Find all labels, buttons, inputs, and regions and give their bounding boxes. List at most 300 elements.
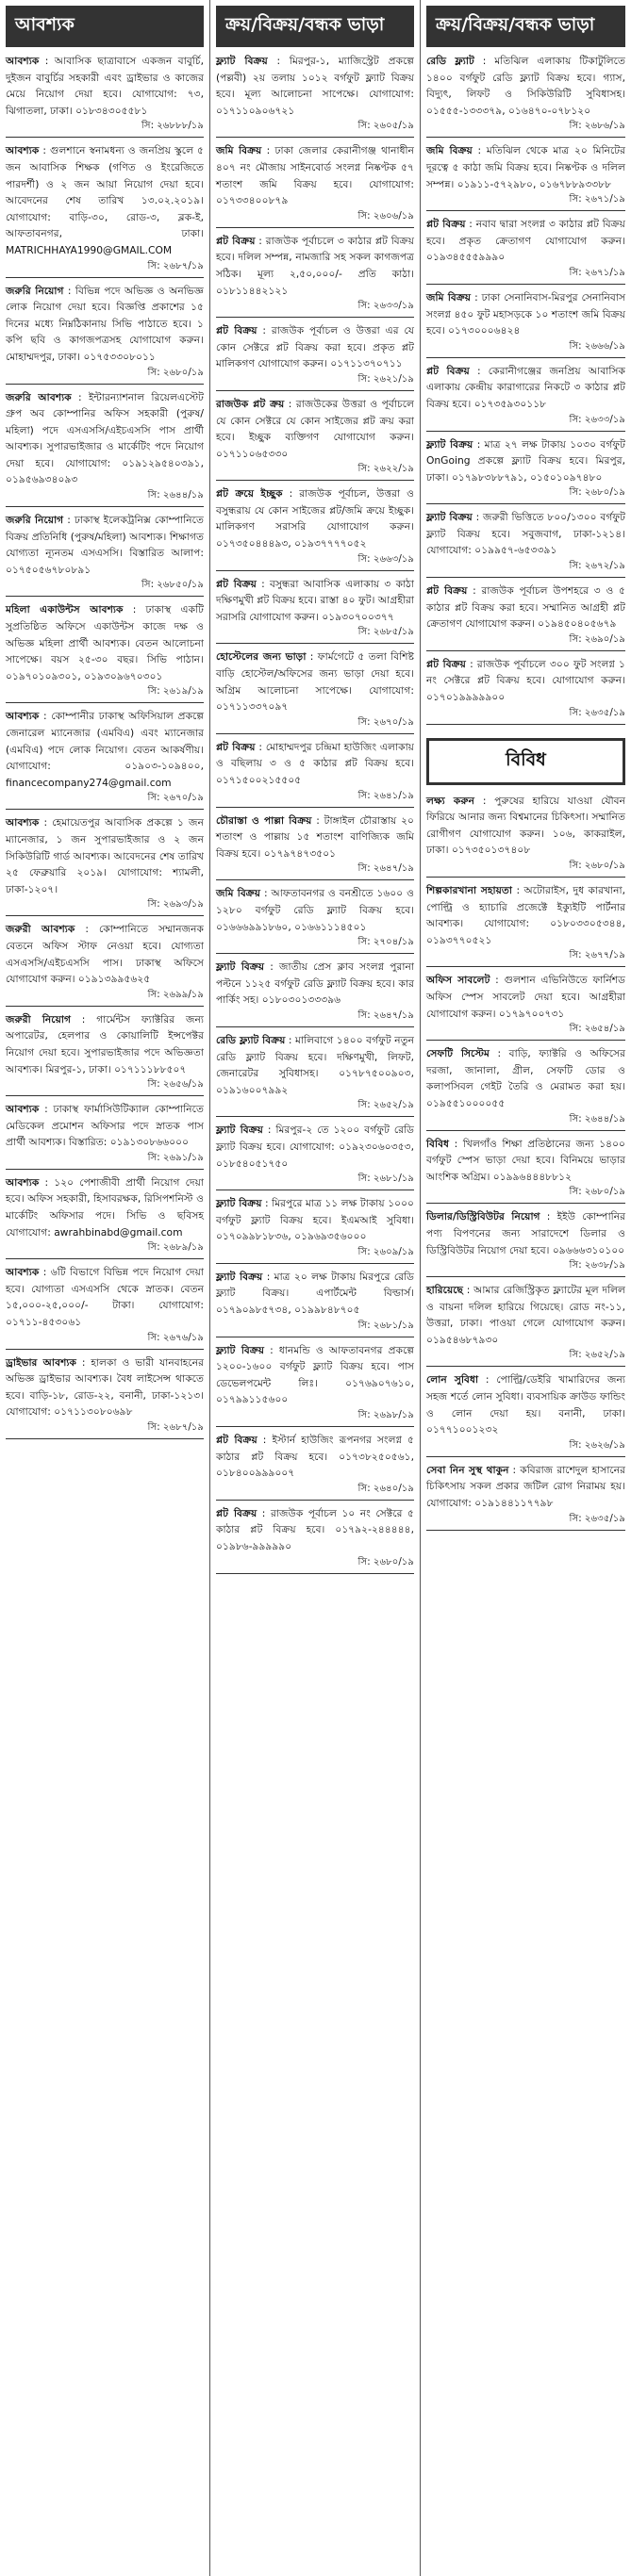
ad-body: মোহাম্মদপুর চন্দ্রিমা হাউজিং এলাকায় ও বছিলায় ৩ ও ৫ কাঠার প্লট বিক্রয় হবে। ০১৭১৫০০২১৫৫০৫ (216, 740, 414, 786)
ad-title-separator: : (285, 1033, 296, 1046)
ad-body: রাজউক পূর্বাচল ও উত্তরা এর যে কোন সেক্টরে প্লট বিক্রয় করা হবে। প্রকৃত প্লট মালিকগণ যোগাযোগ করুন। ০১৭১১৩৭০৭১১ (216, 324, 414, 370)
ad-body: মিরপুর-২ তে ১২০০ বর্গফুট রেডি ফ্ল্যাট বিক্রয় হবে। যোগাযোগ: ০১৯২৩০৬০৩৫৩, ০১৮৫৪০৫১৭৫০ (216, 1124, 414, 1170)
ad-text (426, 53, 625, 119)
classified-ad (426, 1462, 625, 1531)
ad-body: জাতীয় প্রেস ক্লাব সংলগ্ন পুরানা পল্টনে ১১২৫ বর্গফুট রেডি ফ্ল্যাট বিক্রয় হবে। কার পার্কিং সহ। ০১৮০৩০১৩৩৩৯৬ (216, 960, 414, 1007)
ad-title: ফ্ল্যাট বিক্রয় (426, 437, 473, 451)
ad-list (6, 53, 204, 1439)
ad-code: সি: ২৬২১/১৯ (216, 372, 414, 391)
ad-title-separator: : (257, 1506, 271, 1519)
classified-ad (426, 793, 625, 878)
ad-code: সি: ২৬৪০/১৯ (216, 1482, 414, 1501)
ad-title-separator: : (261, 144, 275, 157)
ad-title-separator: : (490, 974, 505, 987)
ad-title: প্লট বিক্রয় (216, 577, 257, 590)
classified-ad (6, 283, 204, 385)
ad-code: সি: ২৬৭০/১৯ (216, 715, 414, 734)
ad-code: সি: ২৬৩৫/১৯ (426, 706, 625, 725)
ad-body: জরুরী ভিত্তিতে ৮০০/১৩০০ বর্গফুট ফ্ল্যাট বিক্রয় হবে। সবুজবাগ, ঢাকা-১২১৪। যোগাযোগ: ০১৯৯৫৭-৬৫৩৩৯১ (426, 511, 625, 557)
ad-title: জরুরী আবশ্যক (6, 923, 75, 936)
classified-ad (216, 233, 414, 318)
classified-ad (216, 576, 414, 645)
classified-ad (216, 739, 414, 808)
ad-title-separator: : (469, 364, 489, 377)
ad-title-separator: : (123, 603, 146, 616)
ad-list (426, 53, 625, 725)
ad-text (426, 142, 625, 192)
ad-text (6, 601, 204, 684)
ad-code: সি: ২৬৯৮/১৯ (216, 1408, 414, 1427)
ad-body: পোল্ট্রি/ডেইরি খামারিদের জন্য সহজ শর্তে লোন সুবিধা। ব্যবসায়িক ক্রাউড ফান্ডিং ও লোন দেয়া হয়। বনানী, ঢাকা। ০১৭৭১০০১২৩২ (426, 1373, 625, 1436)
classified-ad (426, 1282, 625, 1367)
ad-title-separator: : (256, 577, 271, 590)
ad-body: মতিঝিল এলাকায় টিকাটুলিতে ১৪০০ বর্গফুট রেডি ফ্ল্যাট বিক্রয় হবে। গ্যাস, বিদ্যুৎ, লিফট ও সিকিউরিটি সুবিধাসহ। ০১৫৫৫-১৩৩৩৭৯, ০১৬৪৭০-০৭৮১২০ (426, 55, 625, 117)
ad-title-separator: : (465, 218, 476, 231)
ad-text (426, 289, 625, 339)
ad-title-separator: : (75, 1355, 91, 1369)
ad-title-separator: : (512, 884, 524, 896)
ad-body: রাজউক পূর্বাচল ১০ নং সেক্টরে ৫ কাঠার প্লট বিক্রয় হবে। ০১৭৯২-২৪৪৪৪৪, ০১৯৮৬-৯৯৯৯৯০ (216, 1506, 414, 1552)
ad-body: পুরুষের হারিয়ে যাওয়া যৌবন ফিরিয়ে আনার জন্য বিশ্বমানের চিকিৎসা। সম্মানিত রোগীগণ যোগাযোগ করুন। ১০৬, কাকরাইল, ঢাকা। ০১৭৩৫০১৩৭৪০৮ (426, 794, 625, 857)
ad-title-separator: : (262, 1270, 274, 1283)
ad-code: সি: ২৬৪১/১৯ (216, 789, 414, 808)
ad-title: আবশ্যক (6, 710, 40, 723)
ad-title: বিবিধ (426, 1137, 450, 1150)
classified-ad (6, 1011, 204, 1096)
ad-body: ধানমন্ডি ও আফতাবনগর প্রকল্পে ১২০০-১৬০০ বর্গফুট ফ্ল্যাট বিক্রয় হবে। পাস ডেভেলপমেন্ট লিঃ। ০১৭৬৯০৭৬১০, ০১৭৯৯১১৫৬০০ (216, 1343, 414, 1406)
ad-title: ডিলার/ডিস্ট্রিবিউটর নিয়োগ (426, 1210, 540, 1223)
classified-ad (6, 921, 204, 1006)
ad-body: ১২০ পেশাজীবী প্রার্থী নিয়োগ দেয়া হবে। অফিস সহকারী, হিসাবরক্ষক, রিসিপশনিস্ট ও মার্কেটিং অফিসার পদে। সিভি ও ছবিসহ যোগাযোগ: awrahbinabd@gmail.com (6, 1175, 204, 1239)
ad-title-separator: : (472, 511, 484, 524)
ad-title-separator: : (311, 813, 324, 827)
ad-title-separator: : (540, 1210, 557, 1223)
ad-body: অটোরাইস, দুধ কারখানা, পোল্ট্রি ও হ্যাচারি প্রজেক্টে ইক্যুইটি পার্টনার আবশ্যক। যোগাযোগ: ০১৮০৩৩০৫৩৪৪, ০১৯৩৭৭০৫২১ (426, 884, 625, 946)
ad-body: কেরানীগঞ্জের জনপ্রিয় আবাসিক এলাকায় কেন্দ্রীয় কারাগারের নিকটে ৩ কাঠার প্লট বিক্রয় হবে। ০১৭৩৫৯৩০১১৮ (426, 364, 625, 410)
ad-text (426, 582, 625, 632)
ad-body: রাজউক পূর্বাচলে ৩ কাঠার প্লট বিক্রয় হবে। দলিল সম্পন্ন, নামজারি সহ সকল কাগজপত্র সঠিক। মূল্য ২,৫০,০০০/- প্রতি কাঠা। ০১৮১১৪৪২১২১ (216, 234, 414, 297)
ad-title: জমি বিক্রয় (216, 887, 261, 900)
classified-ad (6, 142, 204, 277)
ad-text (216, 322, 414, 372)
ad-text (216, 885, 414, 935)
ad-title-separator: : (75, 923, 99, 936)
ad-text (216, 485, 414, 551)
classified-ad (216, 396, 414, 481)
ad-text (426, 509, 625, 559)
ad-code: সি: ২৬২৬/১৯ (426, 1438, 625, 1457)
ad-title-separator: : (264, 1343, 279, 1356)
ad-body: মিরপুরে মাত্র ১১ লক্ষ টাকায় ১০০০ বর্গফুট ফ্ল্যাট বিক্রয় হবে। ইএমআই সুবিধা। ০১৭০৯৯৮১৮৩৬, ০১৯৬৯৩৫৬০০০ (216, 1197, 414, 1243)
ad-text (6, 1354, 204, 1420)
ad-code: সি: ২৬৮৯/১৯ (6, 1240, 204, 1259)
ad-title: জমি বিক্রয় (426, 290, 472, 304)
ad-body: ৬টি বিভাগে বিভিন্ন পদে নিয়োগ দেয়া হবে। যোগ্যতা এসএসসি থেকে স্নাতক। বেতন ১৫,০০০-২৫,০০০/- টাকা। যোগাযোগ: ০১৭১১-৪৫৩০৬১ (6, 1266, 205, 1329)
ad-title: জমি বিক্রয় (216, 144, 262, 157)
ad-text (6, 708, 204, 791)
ad-code: সি: ২৬১৯/১৯ (6, 684, 204, 703)
ad-body: ফার্মগেটে ৫ তলা বিশিষ্ট বাড়ি হোস্টেল/অফিসের জন্য ভাড়া দেয়া হবে। অগ্রিম আলোচনা সাপেক্ষে। যোগাযোগ: ০১৭১১৩৩৭০৯৭ (216, 650, 414, 714)
section-heading-property: ক্রয়/বিক্রয়/বন্ধক ভাড়া (426, 6, 625, 47)
ad-code: সি: ২৬৭৭/১৯ (426, 948, 625, 967)
ad-code: সি: ২৬৫৪/১৯ (426, 1022, 625, 1041)
classified-ad (6, 53, 204, 138)
classified-ad (6, 512, 204, 597)
classified-ad (216, 885, 414, 954)
classified-ad (6, 1264, 204, 1349)
ad-title-separator: : (257, 324, 272, 337)
ad-text (216, 1032, 414, 1098)
classified-ad (426, 216, 625, 285)
ad-title-separator: : (471, 290, 482, 304)
classified-ad (426, 882, 625, 967)
ad-text (216, 142, 414, 208)
classified-ad (216, 1505, 414, 1574)
ad-title: প্লট বিক্রয় (216, 324, 257, 337)
ad-code: সি: ২৬৮১/১৯ (216, 1172, 414, 1190)
classified-ad (216, 1342, 414, 1427)
ad-title: হোস্টেলের জন্য ভাড়া (216, 650, 307, 664)
ad-text (6, 1101, 204, 1151)
ad-title: প্লট বিক্রয় (426, 657, 466, 670)
ad-title: জরুরী নিয়োগ (6, 1012, 71, 1025)
ad-title-separator: : (255, 740, 266, 753)
ad-code: সি: ২৬৮৭/১৯ (6, 1420, 204, 1439)
ad-title-separator: : (39, 1175, 55, 1189)
ad-title: ফ্ল্যাট বিক্রয় (216, 1124, 263, 1137)
ad-title: রাজউক প্লট ক্রয় (216, 397, 285, 410)
ad-code: সি: ২৬৮০/১৯ (426, 1185, 625, 1204)
ad-body: ইন্টারন্যাশনাল রিয়েলএস্টেট গ্রুপ অব কোম্পানির অফিস সহকারী (পুরুষ/মহিলা) পদে এসএসসি/এইচএসসি পাস প্রার্থী আবশ্যক। সুপারভাইজার ও মার্কেটিং পদে নিয়োগ দেয়া হবে। যোগাযোগ: ০১৯১২৯৫৪০৩৯১, ০১৯৫৬৯৩৪০৯৩ (6, 390, 204, 486)
ad-code: সি: ২৬৬৬/১৯ (426, 339, 625, 358)
ad-code: সি: ২৬৭১/১৯ (426, 192, 625, 211)
ad-title: ফ্ল্যাট বিক্রয় (216, 960, 265, 974)
ad-code: সি: ২৬২২/১৯ (216, 462, 414, 481)
classified-ad (426, 582, 625, 651)
ad-text (426, 216, 625, 266)
ad-body: আবাসিক ছাত্রাবাসে একজন বাবুর্চি, দুইজন বাবুর্চির সহকারী এবং ড্রাইভার ও কাজের মেয়ে নিয়োগ দেয়া হবে। যোগাযোগ: ৭৩, ঝিগাতলা, ঢাকা। ০১৮৩৪৩০৫৫৮১ (6, 55, 204, 117)
ad-title: মহিলা একাউন্টস আবশ্যক (6, 603, 124, 616)
ad-title-separator: : (264, 960, 279, 974)
ad-text (426, 656, 625, 706)
ad-title-separator: : (473, 55, 495, 67)
ad-text (6, 1011, 204, 1077)
ad-text (426, 793, 625, 859)
ad-body: হালকা ও ভারী যানবাহনের অভিজ্ঞ ড্রাইভার আবশ্যক। বৈধ লাইসেন্স থাকতে হবে। বাড়ি-১৮, রোড-২২, বনানী, ঢাকা-১২১৩। যোগাযোগ: ০১৭১১৩০৮০৬৯৮ (6, 1355, 204, 1419)
ad-title-separator: : (463, 1284, 474, 1297)
ad-title: জমি বিক্রয় (426, 144, 473, 157)
ad-text (426, 1371, 625, 1437)
ad-body: মাত্র ২০ লক্ষ টাকায় মিরপুরে রেডি ফ্ল্যাট বিক্রয়। এপার্টমেন্ট বিল্ডার্স। ০১৭৯০৯৮৫৭৩৪, ০১৯৯৮৪৮৭০৫ (216, 1270, 415, 1317)
ad-code: সি: ২৬৮০/১৯ (426, 859, 625, 878)
ad-body: রাজউকের উত্তরা ও পূর্বাচলে যে কোন সেক্টরে যে কোন সাইজের প্লট ক্রয় করা হবে। ইচ্ছুক ব্যক্তিগণ যোগাযোগ করুন। ০১৭১১০৬৫৩৩০ (216, 397, 414, 460)
ad-body: টাঙ্গাইল চৌরাস্তায় ২০ শতাংশ ও পাল্লায় ১৫ শতাংশ বাণিজ্যিক জমি বিক্রয় হবে। ০১৭৯৭৪৭৩৫০১ (216, 813, 414, 860)
ad-code: সি: ২৬৬৩/১৯ (216, 552, 414, 571)
ad-title-separator: : (39, 55, 55, 67)
ad-code: সি: ২৬৮৬/১৯ (426, 119, 625, 138)
classified-ad (426, 436, 625, 505)
ad-code: সি: ২৬৪৪/১৯ (426, 1112, 625, 1131)
ad-code: সি: ২৬৮১/১৯ (216, 1319, 414, 1337)
ad-text (6, 283, 204, 366)
ad-text (216, 648, 414, 714)
ad-code: সি: ২৬৩৩/১৯ (426, 413, 625, 432)
ad-title: রেডি ফ্ল্যাট বিক্রয় (216, 1033, 286, 1046)
ad-title-separator: : (262, 1124, 276, 1137)
ad-title: জরুরি নিয়োগ (6, 514, 64, 527)
ad-text (216, 1122, 414, 1172)
classified-ad (426, 1208, 625, 1277)
classified-ad (426, 1136, 625, 1205)
column-wanted (0, 0, 210, 2576)
classified-ad (216, 1432, 414, 1501)
ad-code: সি: ২৬৯০/১৯ (426, 632, 625, 651)
ad-code: সি: ২৬৭২/১৯ (426, 559, 625, 578)
ad-title-separator: : (508, 1463, 521, 1476)
ad-code: সি: ২৬৪৭/১৯ (216, 1009, 414, 1027)
ad-title-separator: : (255, 234, 266, 247)
classified-ad (216, 959, 414, 1027)
ad-title: হারিয়েছে (426, 1284, 464, 1297)
ad-text (6, 1264, 204, 1330)
ad-code: সি: ২৬৪৭/১৯ (216, 861, 414, 880)
ad-text (216, 812, 414, 862)
classified-ad (6, 708, 204, 810)
ad-title: শিল্পকারখানা সহায়তা (426, 884, 513, 896)
ad-text (426, 1208, 625, 1258)
ad-title: প্লট বিক্রয় (426, 584, 468, 598)
ad-body: ঢাকাস্থ ইলেকট্রনিক্স কোম্পানিতে বিক্রয় প্রতিনিধি (পুরুষ/মহিলা) আবশ্যক। শিক্ষাগত যোগ্যতা ন্যূনতম এসএসসি। বিস্তারিত আলাপ: ০১৭৫০৫৬৭৮০৮৯১ (6, 514, 204, 576)
ad-title-separator: : (267, 55, 290, 67)
classified-ad (426, 656, 625, 725)
ad-body: আমার রেজিস্ট্রিকৃত ফ্ল্যাটের মূল দলিল ও বায়না দলিল হারিয়ে গিয়েছে। রোড নং-১১, উত্তরা, ঢাকা। পাওয়া গেলে যোগাযোগ করুন। ০১৯৫৪৬৮৭৯৩০ (426, 1284, 625, 1346)
ad-code: সি: ২৬৫২/১৯ (216, 1098, 414, 1117)
ad-code: সি: ২৬৩৩/১৯ (216, 299, 414, 318)
ad-code: সি: ২৬০৫/১৯ (216, 119, 414, 138)
ad-code: সি: ২৬০৯/১৯ (216, 1245, 414, 1264)
ad-code: সি: ২৬৮৫/১৯ (216, 625, 414, 644)
ad-code: সি: ২৬৫৬/১৯ (6, 1077, 204, 1096)
ad-title: আবশ্যক (6, 55, 40, 67)
ad-text (426, 1045, 625, 1111)
ad-body: বসুন্ধরা আবাসিক এলাকায় ৩ কাঠা দক্ষিণমুখী প্লট বিক্রয় হবে। রাস্তা ৪০ ফুট। আগ্রহীরা সরাসরি যোগাযোগ করুন। ০১৯৩০৭০০৩৭৭ (216, 577, 414, 623)
ad-title: সেফটি সিস্টেম (426, 1047, 490, 1060)
ad-body: গুলশানে স্বনামধন্য ও জনপ্রিয় স্কুলে ৫ জন আবাসিক শিক্ষক (গণিত ও ইংরেজিতে পারদর্শী) ও ২ জন আয়া নিয়োগ দেয়া হবে। আবেদনের শেষ তারিখ ১৩.০২.২০১৯। যোগাযোগ: বাড়ি-৩০, রোড-৩, ব্লক-ই, আফতাবনগর, ঢাকা। MATRICHHAYA1990@GMAIL.COM (6, 144, 204, 256)
ad-body: নবাব দ্বারা সংলগ্ন ৩ কাঠার প্লট বিক্রয় হবে। প্রকৃত ক্রেতাগণ যোগাযোগ করুন। ০১৯৩৪৫৫৫৯৯৯০ (426, 218, 625, 264)
classified-ad (216, 1122, 414, 1190)
ad-body: রাজউক পূর্বাচল উপশহরে ৩ ও ৫ কাঠার প্লট বিক্রয় করা হবে। সম্মানিত আগ্রহী প্লট ক্রেতাগণ যোগাযোগ করুন। ০১৯৪৫০৪০৫৬৭৯ (426, 584, 625, 631)
ad-code: সি: ২৬৪৪/১৯ (6, 488, 204, 507)
ad-body: রাজউক পূর্বাচল, উত্তরা ও বসুন্ধরায় যে কোন সাইজের প্লট/জমি ক্রয়ে ইচ্ছুক। মালিকগণ সরাসরি যোগাযোগ করুন। ০১৭৩৫০৪৪৪৯৩, ০১৯৩৭৭৭৭০৫২ (216, 487, 414, 550)
ad-title-separator: : (39, 816, 53, 829)
classified-ad (216, 1032, 414, 1117)
ad-title: প্লট বিক্রয় (216, 234, 256, 247)
ad-title: প্লট বিক্রয় (426, 364, 470, 377)
ad-text (216, 1269, 414, 1319)
ad-title-separator: : (284, 397, 296, 410)
ad-title-separator: : (473, 437, 485, 451)
ad-title-separator: : (39, 710, 52, 723)
ad-title-separator: : (70, 1012, 97, 1025)
ad-body: মতিঝিল থেকে মাত্র ২০ মিনিটের দূরত্বে ৫ কাঠা জমি বিক্রয় হবে। নিষ্কণ্টক ও দলিল সম্পন্ন। ০১৯১১-৫৭২৯৮০, ০১৬৭৮৮৯৩৩৮৮ (426, 144, 626, 190)
ad-text (426, 882, 625, 948)
ad-title: আবশ্যক (6, 1266, 40, 1279)
classified-ad (426, 142, 625, 211)
classified-ad (216, 322, 414, 391)
ad-title-separator: : (306, 650, 318, 664)
section-heading-property: ক্রয়/বিক্রয়/বন্ধক ভাড়া (216, 6, 414, 47)
ad-body: বাড়ি, ফ্যাক্টরি ও অফিসের দরজা, জানালা, গ্রীল, সেফটি ডোর ও কলাপসিবল গেইট তৈরি ও মেরামত করা হয়। ০১৯৫৫১০০০০৫৫ (426, 1047, 625, 1109)
ad-code: সি: ২৬৯৩/১৯ (6, 897, 204, 916)
ad-body: কোম্পানিতে সম্মানজনক বেতনে অফিস স্টাফ নেওয়া হবে। যোগ্যতা এসএসসি/এইচএসসি পাস। ঢাকাস্থ অফিসে যোগাযোগ করুন। ০১৯১৩৯৯৫৬২৫ (6, 923, 204, 986)
classified-ad (6, 1354, 204, 1439)
ad-text (216, 396, 414, 462)
classified-ad (216, 142, 414, 227)
ad-body: রাজউক পূর্বাচলে ৩০০ ফুট সংলগ্ন ১ নং সেক্টরে প্লট বিক্রয় হবে। যোগাযোগ করুন। ০১৭০১৯৯৯৯৯০০ (426, 657, 625, 704)
classified-ad (216, 812, 414, 881)
ad-text (216, 739, 414, 789)
column-property-middle (210, 0, 421, 2576)
ad-text (426, 1462, 625, 1512)
classified-ad (426, 1371, 625, 1456)
ad-title-separator: : (467, 584, 482, 598)
classified-ad (426, 363, 625, 432)
ad-title-separator: : (478, 1373, 497, 1386)
ad-text (426, 436, 625, 486)
classified-ad (426, 1045, 625, 1130)
ad-body: কবিরাজ রাশেদুল হাসানের চিকিৎসায় সকল প্রকার জটিল রোগ নিরাময় হয়। যোগাযোগ: ০১৯১৪৪১১৭৭৯৮ (426, 1463, 625, 1510)
ad-text (216, 1195, 414, 1245)
ad-code: সি: ২৬৭৬/১৯ (6, 1331, 204, 1350)
column-property-right (421, 0, 631, 2576)
ad-title: আবশ্যক (6, 816, 40, 829)
classified-ad (426, 53, 625, 138)
ad-title: লক্ষ্য করুন (426, 794, 474, 807)
ad-body: বিভিন্ন পদে অভিজ্ঞ ও অনভিজ্ঞ লোক নিয়োগ দেয়া হবে। বিজ্ঞপ্তি প্রকাশের ১৫ দিনের মধ্যে নিম্নঠিকানায় সিভি পাঠাতে হবে। ১ কপি ছবি ও কাগজপত্রসহ যোগাযোগ করুন। মোহাম্মদপুর, ঢাকা। ০১৭৫৩৩০৮০১১ (6, 284, 204, 363)
ad-title-separator: : (63, 284, 75, 297)
ad-title: চৌরাস্তা ও পাল্লা বিক্রয় (216, 813, 312, 827)
classified-ad (426, 509, 625, 578)
section-heading-wanted: আবশ্যক (6, 6, 204, 47)
ad-title-separator: : (257, 1434, 273, 1447)
ad-text (6, 142, 204, 258)
ad-code: সি: ২৬৫২/১৯ (426, 1348, 625, 1367)
ad-title: প্লট বিক্রয় (216, 740, 256, 753)
ad-title-separator: : (473, 794, 495, 807)
ad-title-separator: : (282, 487, 300, 500)
ad-title: ফ্ল্যাট বিক্রয় (426, 511, 473, 524)
ad-text (216, 1432, 414, 1482)
ad-title: লোন সুবিধা (426, 1373, 479, 1386)
classified-ad (216, 485, 414, 570)
ad-code: সি: ২৬৯৯/১৯ (6, 988, 204, 1007)
ad-body: ঢাকা জেলার কেরানীগঞ্জ থানাধীন ৪০৭ নং মৌজায় সাইনবোর্ড সংলগ্ন নিষ্কণ্টক ৫৭ শতাংশ জমি বিক্রয় হবে। যোগাযোগ: ০১৭৩৩৪০০৮৭৯ (216, 144, 414, 207)
classified-ad (426, 972, 625, 1041)
ad-title: ফ্ল্যাট বিক্রয় (216, 1270, 263, 1283)
ad-list (216, 53, 414, 1574)
ad-text (6, 814, 204, 897)
classified-ad (6, 1101, 204, 1170)
ad-title: জরুরি আবশ্যক (6, 390, 72, 403)
section-heading-misc: বিবিধ (426, 738, 625, 785)
ad-text (426, 1136, 625, 1186)
ad-title-separator: : (63, 514, 75, 527)
ad-title: প্লট বিক্রয় (216, 1434, 257, 1447)
classified-ad (216, 648, 414, 733)
ad-title-separator: : (449, 1137, 463, 1150)
ad-text (6, 389, 204, 489)
ad-title-separator: : (39, 1266, 51, 1279)
ad-title: প্লট বিক্রয় (426, 218, 466, 231)
ad-title-separator: : (261, 1197, 273, 1210)
classified-ad (6, 389, 204, 508)
ad-text (6, 512, 204, 578)
classified-ad (216, 1195, 414, 1264)
ad-text (426, 1282, 625, 1348)
classified-ad (216, 53, 414, 138)
ad-title-separator: : (39, 144, 50, 157)
ad-body: গার্মেন্টস ফ্যাক্টরির জন্য অপারেটর, হেলপার ও কোয়ালিটি ইন্সপেক্টর নিয়োগ দেয়া হবে। সুপারভাইজার পদে অভিজ্ঞতা আবশ্যক। মিরপুর-১, ঢাকা। ০১৭১১১৮৮৫০৭ (6, 1012, 204, 1075)
ad-title: ফ্ল্যাট বিক্রয় (216, 1197, 262, 1210)
ad-title: সেবা নিন সুস্থ থাকুন (426, 1463, 509, 1476)
ad-title-separator: : (465, 657, 477, 670)
ad-body: কোম্পানীর ঢাকাস্থ অফিসিয়াল প্রকল্পে জেনারেল ম্যানেজার (এমবিএ) এবং ম্যানেজার (এমবিএ) পদে লোক নিয়োগ। বেতন আকর্ষণীয়। যোগাযোগ: ০১৯০৩-১০৯৪০০, financecompany274@gmail.com (6, 710, 204, 789)
ad-text (216, 1505, 414, 1555)
ad-title: অফিস সাবলেট (426, 974, 490, 987)
ad-code: সি: ২৬৮০/১৯ (426, 485, 625, 504)
ad-body: গুলশান এভিনিউতে ফার্নিশড অফিস স্পেস সাবলেট দেয়া হবে। আগ্রহীরা যোগাযোগ করুন। ০১৭৯৭০০৭৩১ (426, 974, 625, 1020)
classified-ad (426, 289, 625, 358)
ad-text (216, 233, 414, 299)
classified-ad (6, 601, 204, 703)
ad-code: সি: ২৭০৪/১৯ (216, 935, 414, 954)
ad-code: সি: ২৬০৬/১৯ (216, 209, 414, 228)
ad-title-separator: : (472, 144, 487, 157)
ad-code: সি: ২৬৮০/১৯ (216, 1555, 414, 1574)
ad-body: খিলগাঁও শিক্ষা প্রতিষ্ঠানের জন্য ১৪০০ বর্গফুট স্পেস ভাড়া দেয়া হবে। বিনিময়ে ভাড়ার আংশিক অগ্রিম। ০১৯৯৬৪৪৪৮৮১২ (426, 1137, 625, 1183)
ad-title: আবশ্যক (6, 1175, 40, 1189)
ad-text (216, 959, 414, 1009)
ad-code: সি: ২৬৩৫/১৯ (426, 1512, 625, 1531)
ad-title: ফ্ল্যাট বিক্রয় (216, 55, 268, 67)
ad-body: ঢাকাস্থ একটি সুপ্রতিষ্ঠিত অফিসে একাউন্টস কাজে দক্ষ ও অভিজ্ঞ মহিলা প্রার্থী আবশ্যক। বেতন আলোচনা সাপেক্ষে। বয়স ২৫-৩০ বছর। সিভি পাঠান। ০১৯৭০১০৯৩০১, ০১৯৩০৯৬৭০৩০১ (6, 603, 204, 682)
ad-body: ইস্টার্ন হাউজিং রূপনগর সংলগ্ন ৫ কাঠার প্লট বিক্রয় হবে। ০১৭৩৮২৫০৫৬১, ০১৮৪০০৯৯৯০০৭ (216, 1434, 414, 1480)
ad-title: ফ্ল্যাট বিক্রয় (216, 1343, 265, 1356)
ad-text (216, 576, 414, 626)
ad-list (426, 793, 625, 1531)
ad-code: সি: ২৬৩৮/১৯ (426, 1258, 625, 1277)
ad-title: প্লট ক্রয়ে ইচ্ছুক (216, 487, 283, 500)
ad-title: জরুরি নিয়োগ (6, 284, 64, 297)
ad-code: সি: ২৬৮৭/১৯ (6, 259, 204, 278)
ad-title-separator: : (39, 1103, 54, 1116)
ad-text (6, 1174, 204, 1240)
ad-body: আফতাবনগর ও বনশ্রীতে ১৬০০ ও ১২৮০ বর্গফুট রেডি ফ্ল্যাট বিক্রয় হবে। ০১৬৬৬৯৯১৮৬০, ০১৬৬১১১৪৫০১ (216, 887, 414, 933)
ad-body: ইইউ কোম্পানির পণ্য বিপণনের জন্য সারাদেশে ডিলার ও ডিস্ট্রিবিউটর নিয়োগ দেয়া হবে। ০৯৬৬৬৩১০১০০ (426, 1210, 625, 1256)
ad-text (216, 53, 414, 119)
ad-text (216, 1342, 414, 1408)
classified-ad (6, 1174, 204, 1259)
ad-body: মাত্র ২৭ লক্ষ টাকায় ১০৩০ বর্গফুট OnGoing প্রকল্পে ফ্ল্যাট বিক্রয় হবে। মিরপুর, ঢাকা। ০১৭৯৮৩৮৮৭৯১, ০১৫০১০৯৭৪৮০ (426, 437, 625, 484)
ad-title: আবশ্যক (6, 144, 40, 157)
ad-title: আবশ্যক (6, 1103, 40, 1116)
ad-title: রেডি ফ্ল্যাট (426, 55, 474, 67)
ad-text (6, 921, 204, 987)
classified-ad (216, 1269, 414, 1337)
ad-code: সি: ২৬৮০/১৯ (6, 366, 204, 385)
ad-code: সি: ২৬৭১/১৯ (426, 266, 625, 285)
ad-title-separator: : (490, 1047, 509, 1060)
